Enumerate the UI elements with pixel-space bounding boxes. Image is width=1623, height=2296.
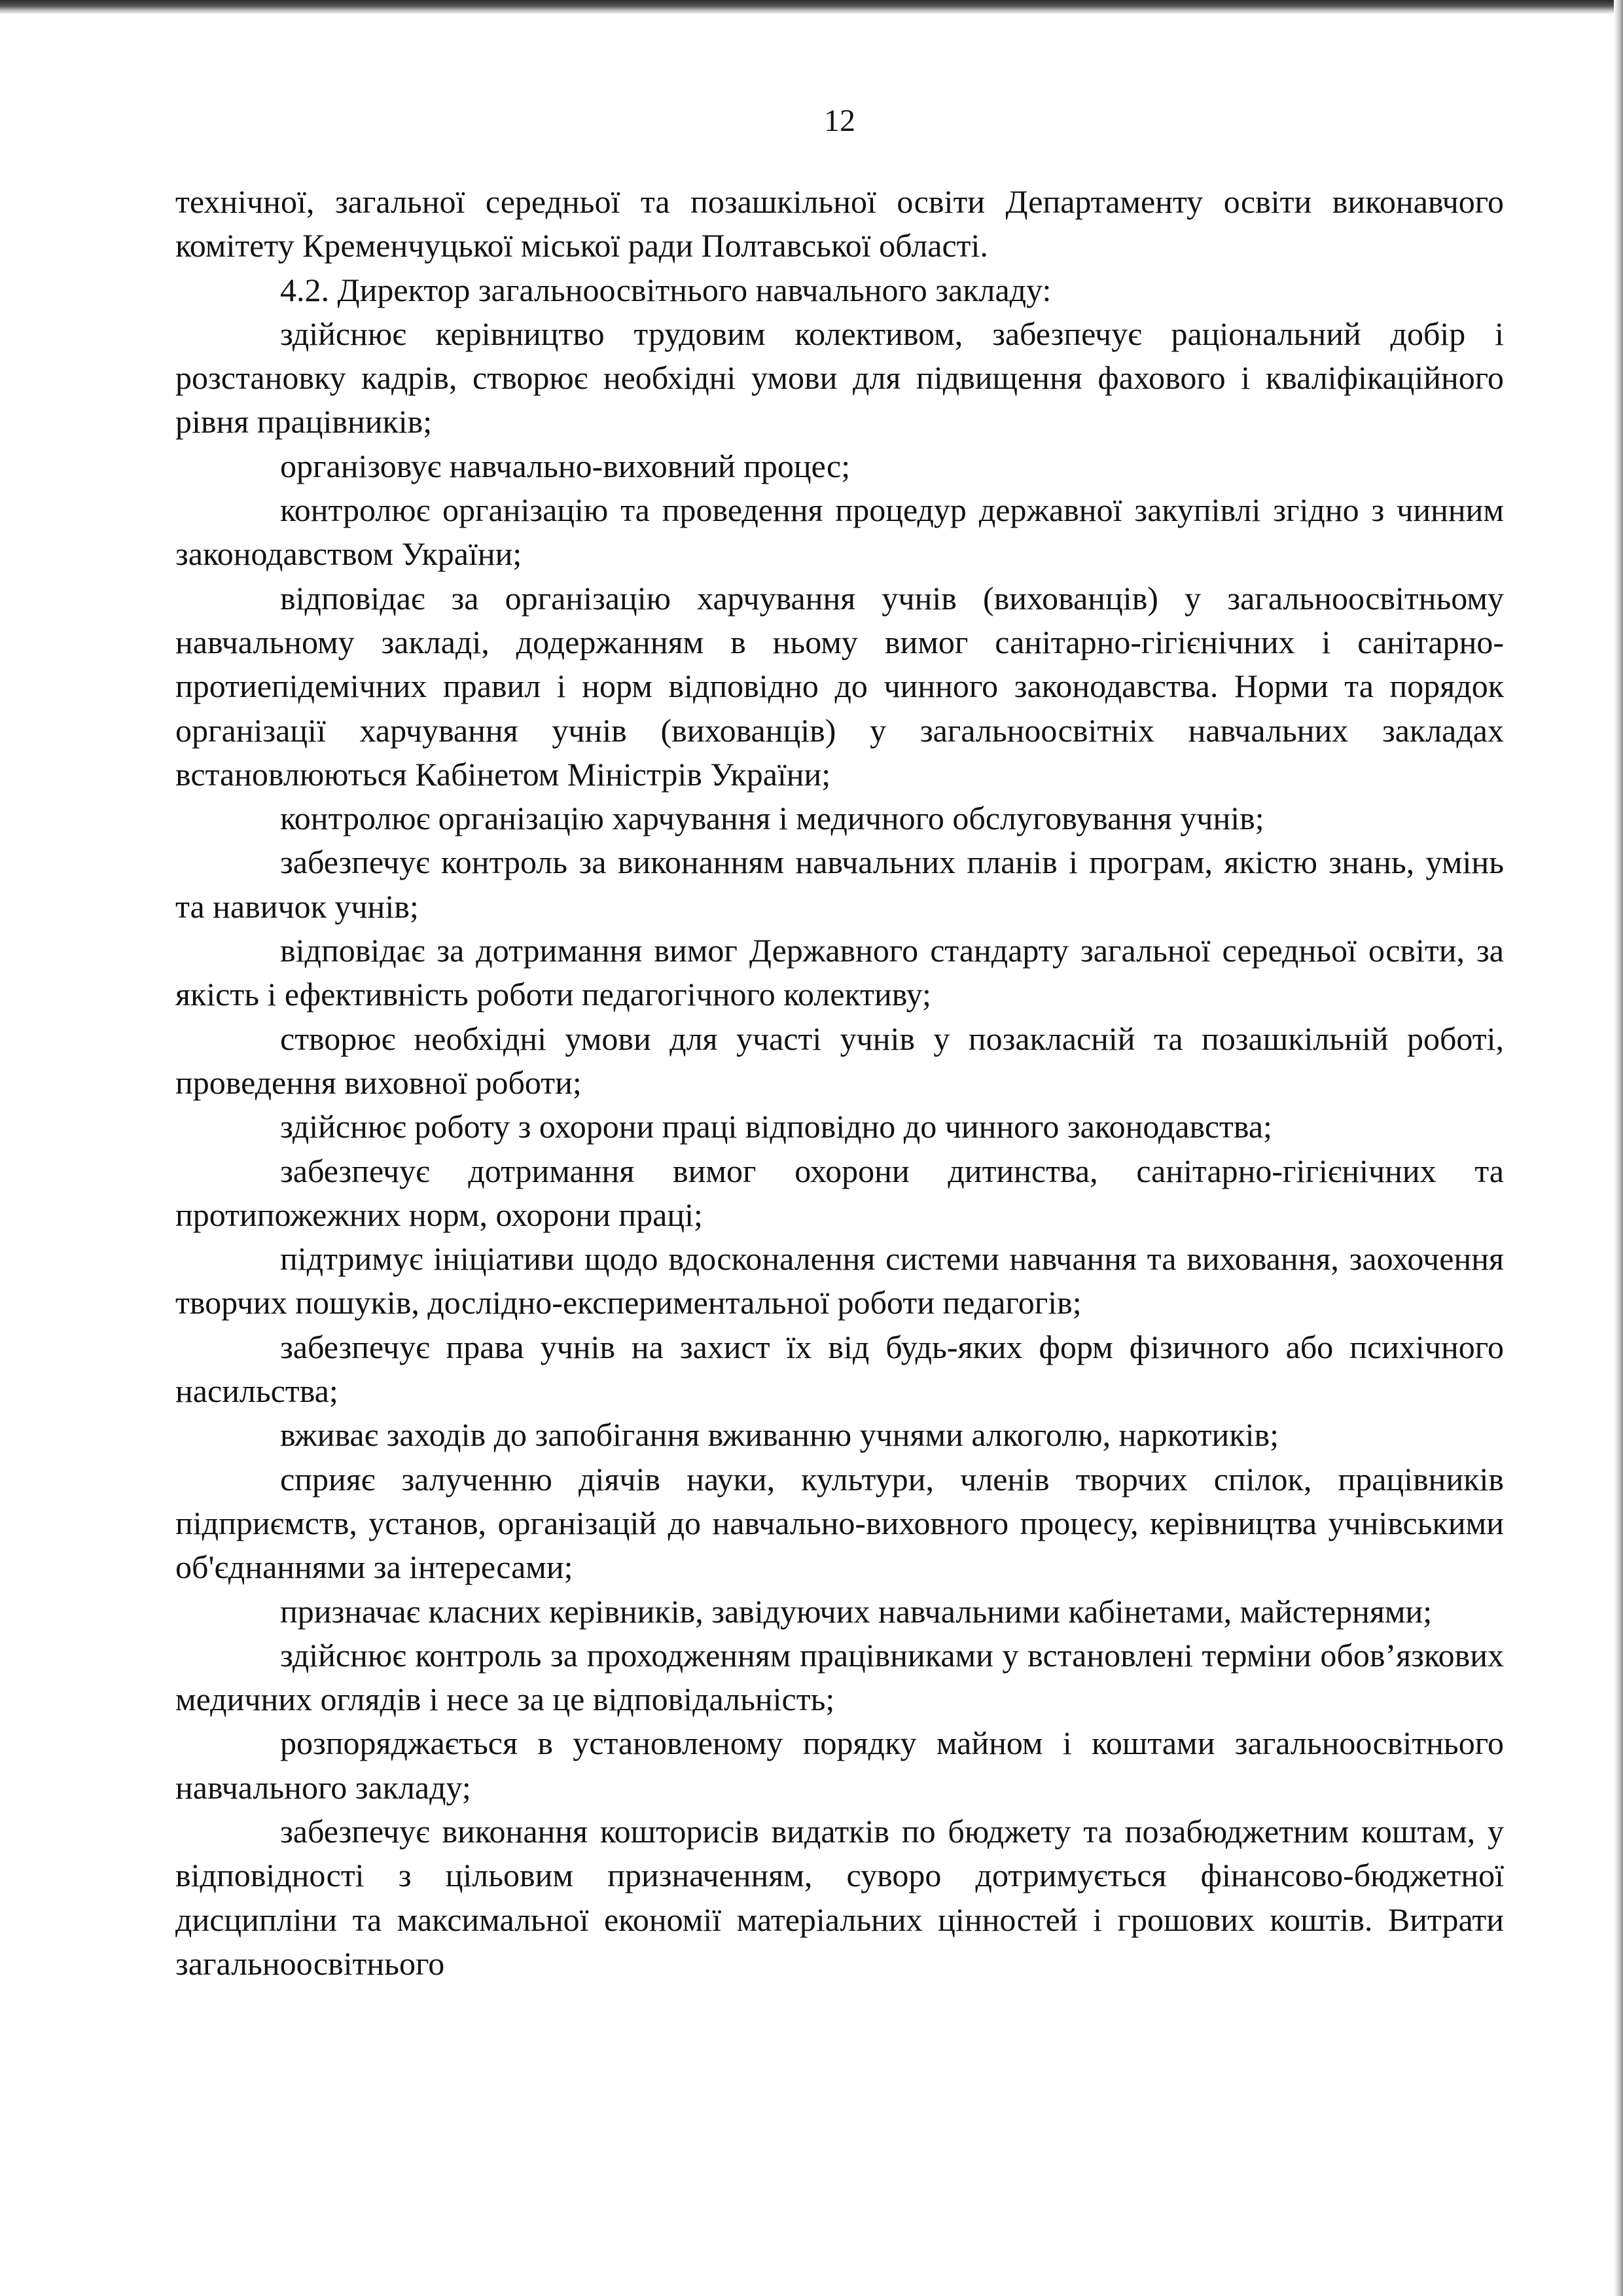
list-item-prevention: вживає заходів до запобігання вживанню учнями алкоголю, наркотиків; [280, 1416, 1279, 1454]
scan-border-right [1614, 0, 1623, 2296]
list-item-rights: забезпечує права учнів на захист їх від будь-яких форм фізичного або психічного насильства; [175, 1328, 1504, 1410]
list-item-child-protection: забезпечує дотримання вимог охорони дитинства, санітарно-гігієнічних та протипожежних норм, охорони праці; [175, 1152, 1504, 1233]
list-item-organizes-process: організовує навчально-виховний процес; [280, 447, 851, 484]
list-item-medical-exams: здійснює контроль за проходженням працівниками у встановлені терміни обов’язкових медичних оглядів і несе за це відповідальність; [175, 1636, 1504, 1718]
list-item-medical: контролює організацію харчування і медичного обслуговування учнів; [280, 800, 1264, 837]
list-item-nutrition: відповідає за організацію харчування учнів (вихованців) у загальноосвітньому навчальному закладі, додержанням в ньому вимог санітарно-гігієнічних і санітарно-протиепідемічних правил і норм відповідно до чинного законодавства. Норми та порядок організації харчування учнів (вихованців) у загальноосвітніх навчальних закладах встановлюються Кабінетом Міністрів України; [175, 579, 1504, 793]
list-item-class-teachers: призначає класних керівників, завідуючих навчальними кабінетами, майстернями; [280, 1592, 1433, 1630]
list-item-involvement: сприяє залученню діячів науки, культури, членів творчих спілок, працівників підприємств, установ, організацій до навчально-виховного процесу, керівництва учнівськими об'єднаннями за інтересами; [175, 1460, 1504, 1586]
page-number: 12 [824, 103, 855, 138]
list-item-property: розпоряджається в установленому порядку майном і коштами загальноосвітнього навчального закладу; [175, 1725, 1504, 1806]
list-item-curriculum-control: забезпечує контроль за виконанням навчальних планів і програм, якістю знань, умінь та навичок учнів; [175, 844, 1504, 925]
list-item-management: здійснює керівництво трудовим колективом, забезпечує раціональний добір і розстановку кадрів, створює необхідні умови для підвищення фахового і кваліфікаційного рівня працівників; [175, 315, 1504, 440]
document-page [175, 105, 1504, 1986]
section-heading-4-2: 4.2. Директор загальноосвітнього навчального закладу: [280, 271, 1052, 308]
list-item-initiatives: підтримує ініціативи щодо вдосконалення системи навчання та виховання, заохочення творчих пошуків, дослідно-експериментальної роботи педагогів; [175, 1240, 1504, 1321]
list-item-procurement: контролює організацію та проведення процедур державної закупівлі згідно з чинним законодавством України; [175, 492, 1504, 573]
list-item-labor-safety: здійснює роботу з охорони праці відповідно до чинного законодавства; [280, 1108, 1272, 1145]
paragraph-continuation: технічної, загальної середньої та позашкільної освіти Департаменту освіти виконавчого комітету Кременчуцької міської ради Полтавської області. [175, 183, 1504, 264]
list-item-extracurricular: створює необхідні умови для участі учнів у позакласній та позашкільній роботі, проведення виховної роботи; [175, 1020, 1504, 1101]
scan-border-top [0, 0, 1623, 14]
list-item-budget: забезпечує виконання кошторисів видатків по бюджету та позабюджетним коштам, у відповідності з цільовим призначенням, суворо дотримується фінансово-бюджетної дисципліни та максимальної економії матеріальних цінностей і грошових коштів. Витрати загальноосвітнього [175, 1812, 1504, 1982]
list-item-standard: відповідає за дотримання вимог Державного стандарту загальної середньої освіти, за якість і ефективність роботи педагогічного колективу; [175, 932, 1504, 1013]
